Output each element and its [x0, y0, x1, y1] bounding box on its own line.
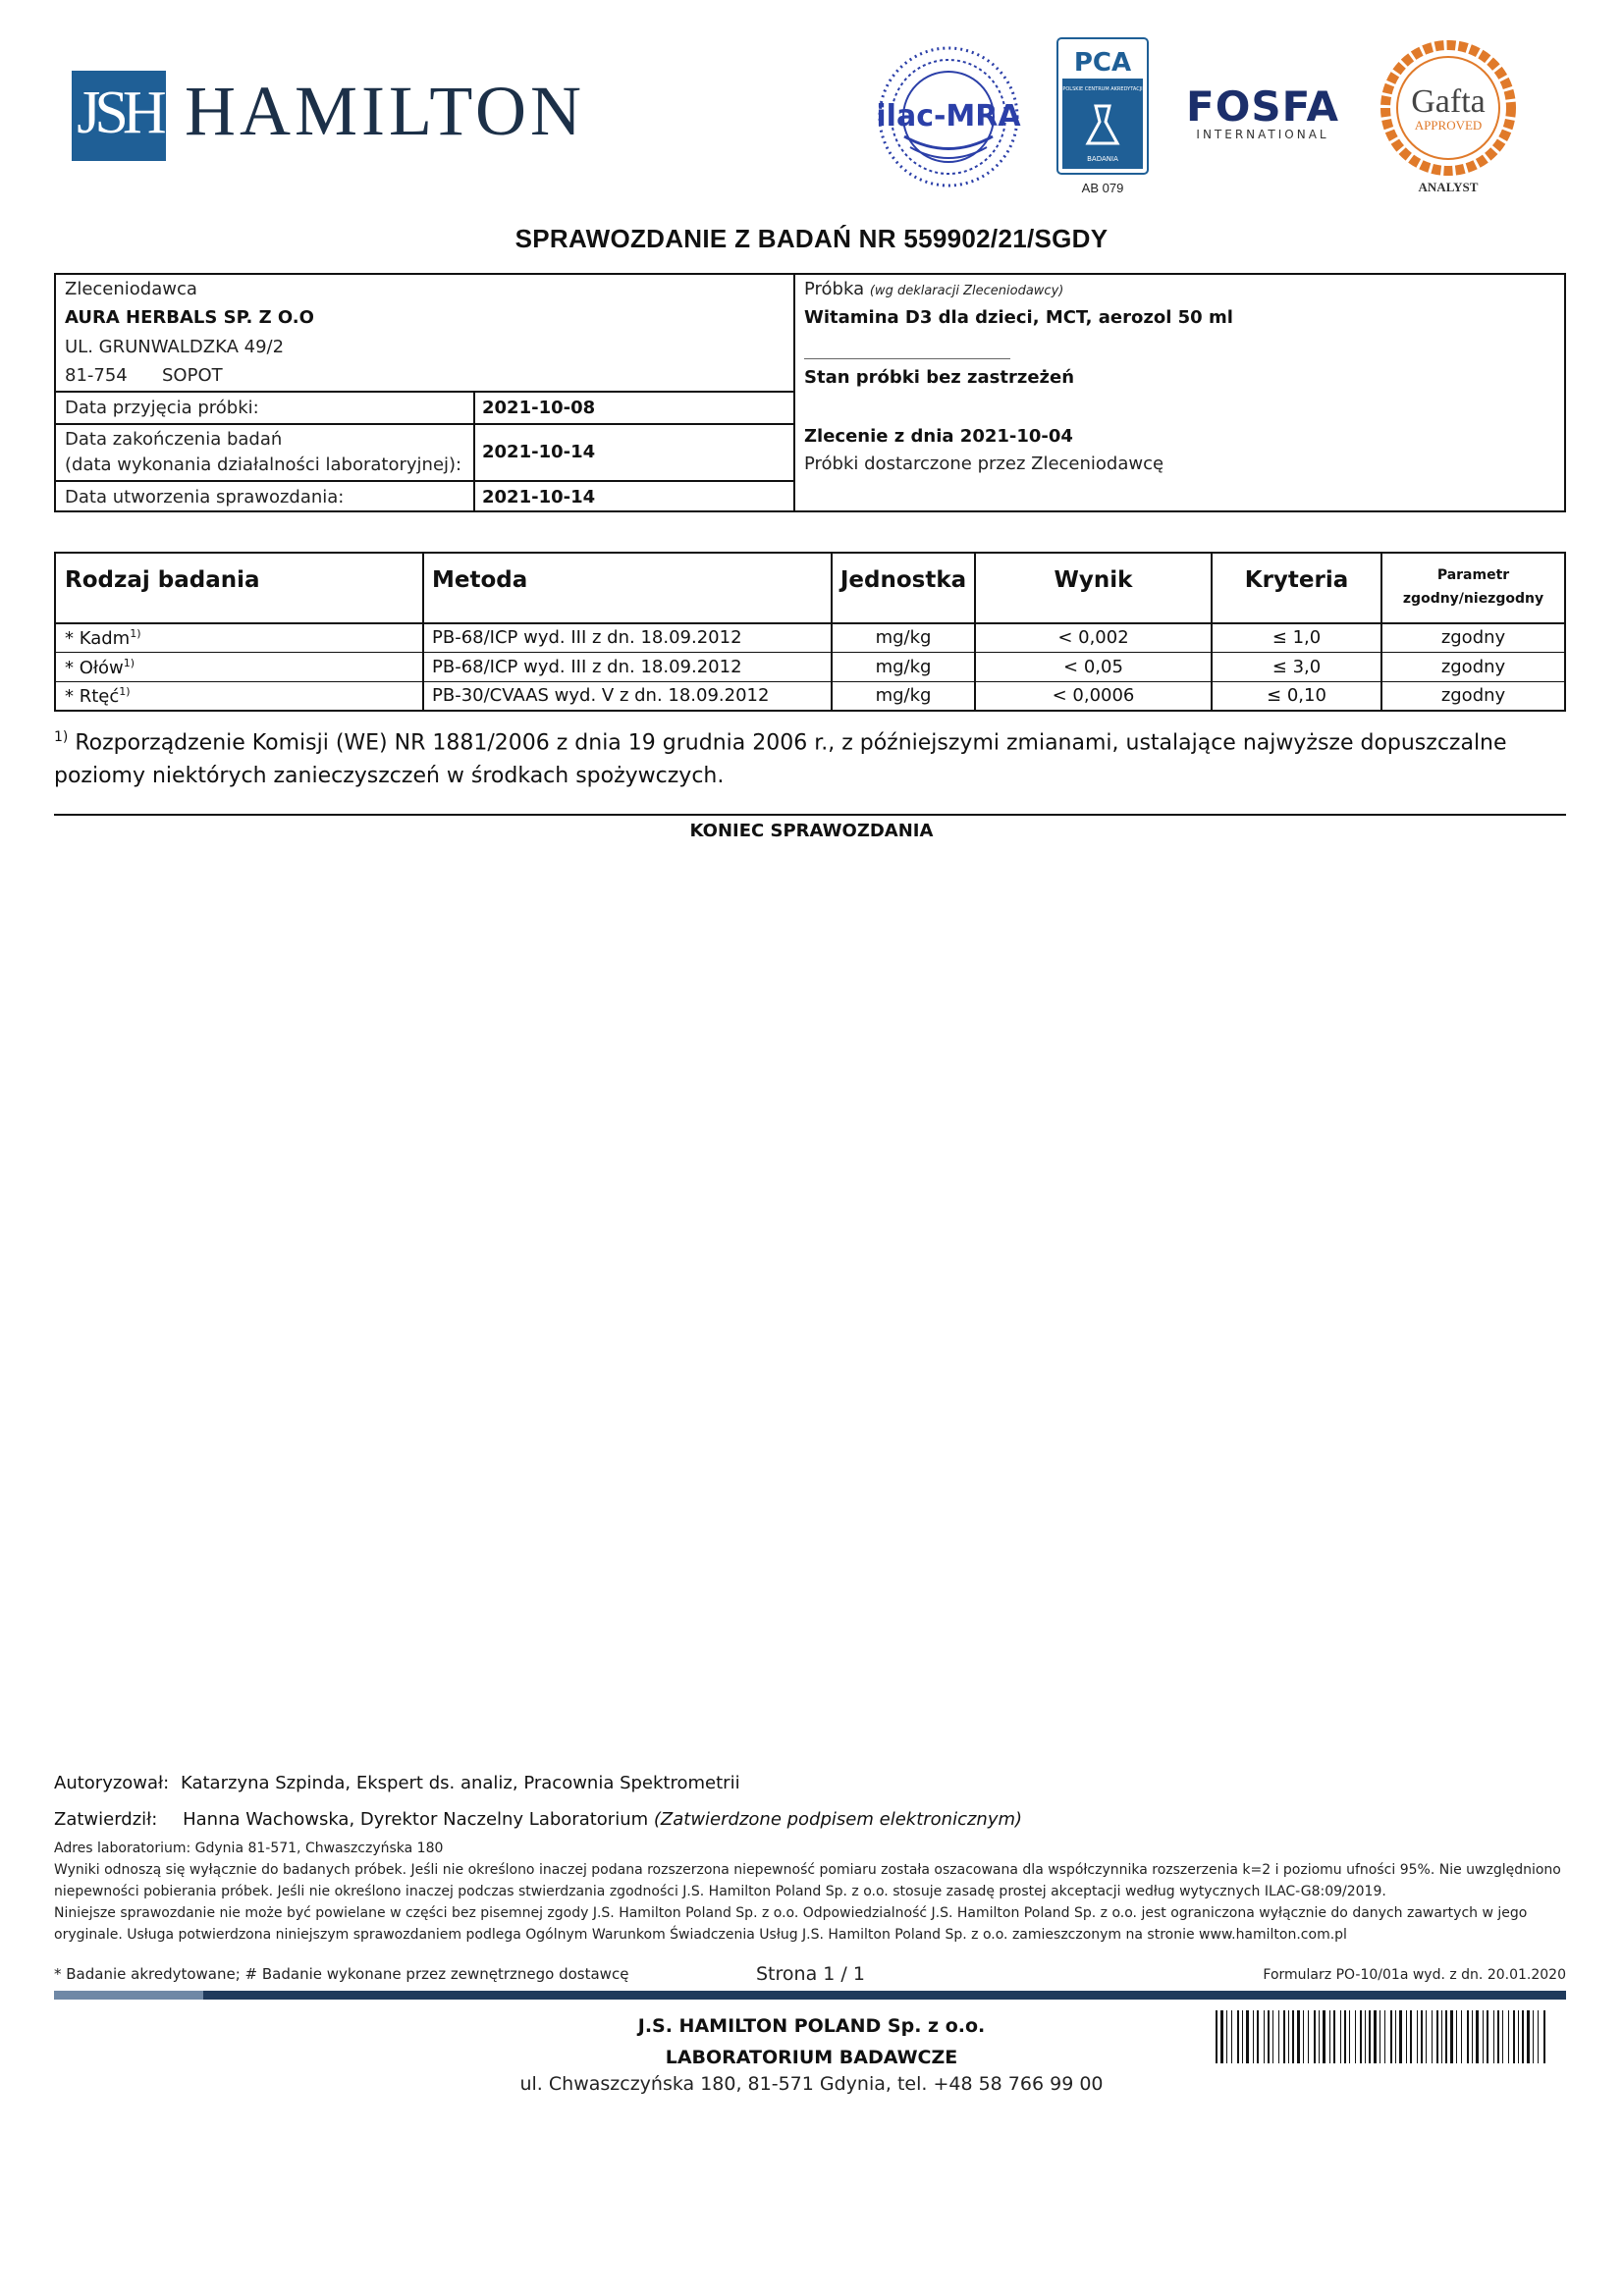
ilac-text: ilac-MRA: [876, 99, 1021, 133]
row-type-text: * Ołów: [65, 658, 124, 678]
received-label: Data przyjęcia próbki:: [65, 398, 259, 418]
row-type-sup: 1): [130, 627, 141, 640]
row-type-text: * Rtęć: [65, 686, 120, 707]
approved-note: (Zatwierdzone podpisem elektronicznym): [653, 1809, 1023, 1830]
regulation-footnote: [54, 721, 1586, 793]
authorized-line: [54, 1765, 1022, 1801]
col-header-criteria: Kryteria: [1244, 567, 1349, 593]
col-header-param-sub: zgodny/niezgodny: [1402, 591, 1544, 607]
lab-address-note: Adres laboratorium: Gdynia 81-571, Chwaszczyńska 180: [54, 1841, 444, 1856]
col-header-result: Wynik: [1054, 567, 1133, 593]
header-rule: [56, 622, 1564, 624]
table-row-result: < 0,0006: [1052, 685, 1135, 706]
table-row-type: [65, 685, 131, 707]
info-rule: [56, 480, 793, 482]
hamilton-logo-text: HAMILTON: [185, 72, 586, 150]
completed-label: Data zakończenia badań: [65, 429, 283, 450]
completed-date: 2021-10-14: [482, 442, 596, 462]
table-row-criteria: ≤ 0,10: [1267, 685, 1326, 706]
table-row-method: PB-30/CVAAS wyd. V z dn. 18.09.2012: [432, 685, 770, 706]
col-header-method: Metoda: [432, 567, 528, 593]
authorized-label: Autoryzował:: [54, 1773, 170, 1793]
page-number: Strona 1 / 1: [756, 1963, 865, 1985]
info-divider: [793, 275, 795, 510]
sample-name: Witamina D3 dla dzieci, MCT, aerozol 50 ml: [804, 307, 1233, 328]
row-type-sup: 1): [123, 657, 135, 669]
created-label: Data utworzenia sprawozdania:: [65, 487, 345, 507]
fosfa-text: FOSFA: [1186, 82, 1340, 131]
approved-label: Zatwierdził:: [54, 1809, 158, 1830]
col-header-param: Parametr: [1436, 567, 1510, 583]
table-row-method: PB-68/ICP wyd. III z dn. 18.09.2012: [432, 657, 742, 677]
client-name: AURA HERBALS SP. Z O.O: [65, 307, 314, 328]
gafta-text: Gafta: [1411, 83, 1486, 120]
table-row-method: PB-68/ICP wyd. III z dn. 18.09.2012: [432, 627, 742, 648]
completed-label-note: (data wykonania działalności laboratoryjnej):: [65, 454, 462, 475]
pca-subtext: POLSKIE CENTRUM AKREDYTACJI: [1062, 86, 1143, 92]
sample-label-note: (wg deklaracji Zleceniodawcy): [869, 284, 1064, 298]
sample-delivery: Próbki dostarczone przez Zleceniodawcę: [804, 454, 1164, 474]
row-type-sup: 1): [119, 685, 131, 698]
client-postal: 81-754: [65, 365, 128, 386]
footnote-text: Rozporządzenie Komisji (WE) NR 1881/2006 z dnia 19 grudnia 2006 r., z późniejszymi zmianami, ustalające najwyższe dopuszczalne poziomy niektórych zanieczyszczeń w środkach spożywczych.: [54, 730, 1507, 789]
pca-text: PCA: [1073, 48, 1132, 78]
sample-state: Stan próbki bez zastrzeżeń: [804, 367, 1075, 388]
form-number: Formularz PO-10/01a wyd. z dn. 20.01.2020: [1263, 1967, 1566, 1983]
client-label: Zleceniodawca: [65, 279, 197, 299]
info-rule: [56, 423, 793, 425]
table-row-unit: mg/kg: [875, 627, 932, 648]
col-divider: [422, 554, 424, 710]
disclaimer-uncertainty: Wyniki odnoszą się wyłącznie do badanych próbek. Jeśli nie określono inaczej podana rozszerzona niepewność pomiaru została oszacowana dla współczynnika rozszerzenia k=2 i poziomu ufności 95%. Nie uwzględniono niepewności pobierania próbek. Jeśli nie określono inaczej podczas stwierdzania zgodności J.S. Hamilton Poland Sp. z o.o. stosuje zasadę prostej akceptacji według wytycznych ILAC-G8:09/2019.: [54, 1862, 1561, 1899]
footer-bar-accent: [54, 1991, 203, 2000]
authorized-name: Katarzyna Szpinda, Ekspert ds. analiz, Pracownia Spektrometrii: [180, 1773, 740, 1793]
row-type-text: * Kadm: [65, 628, 131, 649]
dates-divider: [473, 391, 475, 510]
received-date: 2021-10-08: [482, 398, 596, 418]
footer-bar: [54, 1991, 1566, 2000]
created-date: 2021-10-14: [482, 487, 596, 507]
gafta-analyst-label: ANALYST: [1418, 180, 1479, 194]
fosfa-subtext: INTERNATIONAL: [1196, 128, 1329, 141]
row-rule: [56, 652, 1564, 653]
results-table: [54, 552, 1566, 712]
approved-line: [54, 1801, 1022, 1838]
gafta-approved-text: APPROVED: [1414, 118, 1483, 133]
col-header-unit: Jednostka: [839, 567, 967, 593]
table-row-criteria: ≤ 3,0: [1271, 657, 1322, 677]
table-row-result: < 0,002: [1057, 627, 1129, 648]
sample-separator: [804, 358, 1010, 359]
company-lab: LABORATORIUM BADAWCZE: [665, 2047, 958, 2068]
pca-logo: [1056, 37, 1149, 175]
pca-badania-text: BADANIA: [1087, 155, 1118, 163]
table-row-param: zgodny: [1440, 685, 1506, 706]
hamilton-logo-letters: JSH: [77, 80, 161, 146]
report-title: SPRAWOZDANIE Z BADAŃ NR 559902/21/SGDY: [514, 224, 1109, 253]
accreditation-legend: * Badanie akredytowane; # Badanie wykonane przez zewnętrznego dostawcę: [54, 1965, 629, 1983]
order-date: Zlecenie z dnia 2021-10-04: [804, 426, 1073, 447]
table-row-type: [65, 627, 141, 649]
signatures: [54, 1765, 1022, 1838]
ilac-mra-logo: [875, 43, 1022, 190]
end-of-report: KONIEC SPRAWOZDANIA: [689, 821, 934, 841]
client-street: UL. GRUNWALDZKA 49/2: [65, 337, 285, 357]
barcode-icon: [1216, 2010, 1549, 2063]
table-row-unit: mg/kg: [875, 685, 932, 706]
hamilton-logo-mark: [72, 71, 166, 161]
table-row-criteria: ≤ 1,0: [1271, 627, 1322, 648]
fosfa-logo: [1186, 82, 1340, 141]
sample-label-text: Próbka: [804, 279, 865, 299]
pca-accreditation-number: AB 079: [1081, 181, 1124, 195]
info-rule: [56, 391, 793, 393]
col-header-type: Rodzaj badania: [65, 567, 260, 593]
report-info-box: [54, 273, 1566, 512]
footnote-marker: 1): [54, 729, 69, 745]
gafta-logo: [1380, 39, 1517, 177]
table-row-type: [65, 657, 135, 678]
company-name: J.S. HAMILTON POLAND Sp. z o.o.: [637, 2015, 986, 2037]
fine-print: [54, 1838, 1581, 1946]
row-rule: [56, 681, 1564, 682]
approved-name: Hanna Wachowska, Dyrektor Naczelny Laboratorium: [183, 1809, 649, 1830]
table-row-param: zgodny: [1440, 657, 1506, 677]
client-city: SOPOT: [162, 365, 223, 386]
table-row-unit: mg/kg: [875, 657, 932, 677]
end-rule: [54, 814, 1566, 816]
table-row-result: < 0,05: [1063, 657, 1123, 677]
company-address: ul. Chwaszczyńska 180, 81-571 Gdynia, tel. +48 58 766 99 00: [519, 2073, 1104, 2095]
sample-label: [804, 279, 1063, 299]
disclaimer-copy: Niniejsze sprawozdanie nie może być powielane w części bez pisemnej zgody J.S. Hamilton Poland Sp. z o.o. Odpowiedzialność J.S. Hamilton Poland Sp. z o.o. jest ograniczona wyłącznie do danych zawartych w jego oryginale. Usługa potwierdzona niniejszym sprawozdaniem podlega Ogólnym Warunkom Świadczenia Usług J.S. Hamilton Poland Sp. z o.o. zamieszczonym na stronie www.hamilton.com.pl: [54, 1905, 1528, 1943]
table-row-param: zgodny: [1440, 627, 1506, 648]
